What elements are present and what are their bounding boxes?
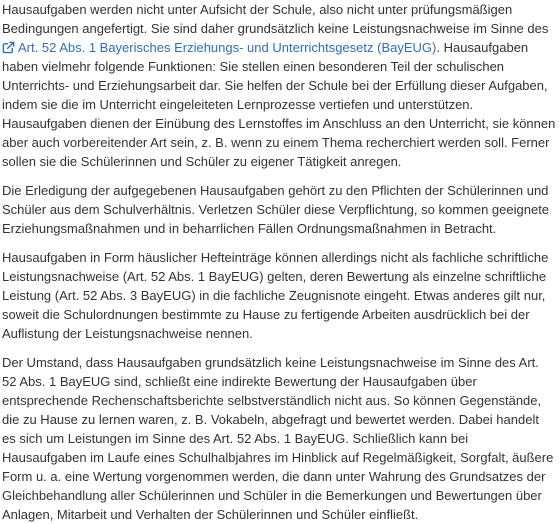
paragraph-text: . Hausaufgaben haben vielmehr folgende Funktionen: Sie stellen einen besonderen Teil der schulischen Unterrichts- und Erziehungsarbeit dar. Sie helfen der Schule bei der Erfüllung dieser Aufgaben, indem sie die im Unterricht eingeleiteten Lernprozesse vertiefen und unterstützen. Hausaufgaben dienen der Einübung des Lernstoffes im Anschluss an den Unterricht, sie können aber auch vorbereitender Art sein, z. B. wenn zu einem Thema recherchiert werden soll. Ferner sollen sie die Schülerinnen und Schüler zu eigener Tätigkeit anregen. xyxy=(2,40,556,169)
link-label: Art. 52 Abs. 1 Bayerisches Erziehungs- und Unterrichtsgesetz (BayEUG) xyxy=(18,40,437,55)
paragraph-obligations: Die Erledigung der aufgegebenen Hausaufgaben gehört zu den Pflichten der Schülerinnen und Schüler aus dem Schulverhältnis. Verletzen Schüler diese Verpflichtung, so kommen geeignete Erziehungsmaßnahmen und in beharrlichen Fällen Ordnungsmaßnahmen in Betracht. xyxy=(2,183,550,236)
paragraph-text: Hausaufgaben werden nicht unter Aufsicht der Schule, also nicht unter prüfungsmäßigen Bedingungen angefertigt. Sie sind daher grundsätzlich keine Leistungsnachweise im Sinne des xyxy=(2,2,549,36)
paragraph-functions xyxy=(2,0,556,171)
external-link-icon xyxy=(2,41,15,54)
paragraph-indirect-evaluation: Der Umstand, dass Hausaufgaben grundsätzlich keine Leistungsnachweise im Sinne des Art. 52 Abs. 1 BayEUG sind, schließt eine indirekte Bewertung der Hausaufgaben über entsprechende Rechenschaftsberichte selbstverständlich nicht aus. So können Gegenstände, die zu Hause zu lernen waren, z. B. Vokabeln, abgefragt und bewertet werden. Dabei handelt es sich um Leistungen im Sinne des Art. 52 Abs. 1 BayEUG. Schließlich kann bei Hausaufgaben im Laufe eines Schulhalbjahres im Hinblick auf Regelmäßigkeit, Sorgfalt, äußere Form u. a. eine Wertung vorgenommen werden, die dann unter Wahrung des Grundsatzes der Gleichbehandlung aller Schülerinnen und Schüler in die Bemerkungen und Bewertungen über Anlagen, Mitarbeit und Verhalten der Schülerinnen und Schüler einfließt. xyxy=(2,355,554,522)
paragraph-written-assessments: Hausaufgaben in Form häuslicher Hefteinträge können allerdings nicht als fachliche schriftliche Leistungsnachweise (Art. 52 Abs. 1 BayEUG) gelten, deren Bewertung als einzelne schriftliche Leistung (Art. 52 Abs. 3 BayEUG) in die fachliche Zeugnisnote eingeht. Etwas anderes gilt nur, soweit die Schulordnungen bestimmte zu Hause zu fertigende Arbeiten ausdrücklich bei der Auflistung der Leistungsnachweise nennen. xyxy=(2,250,549,341)
bayeug-external-link[interactable] xyxy=(2,40,436,55)
